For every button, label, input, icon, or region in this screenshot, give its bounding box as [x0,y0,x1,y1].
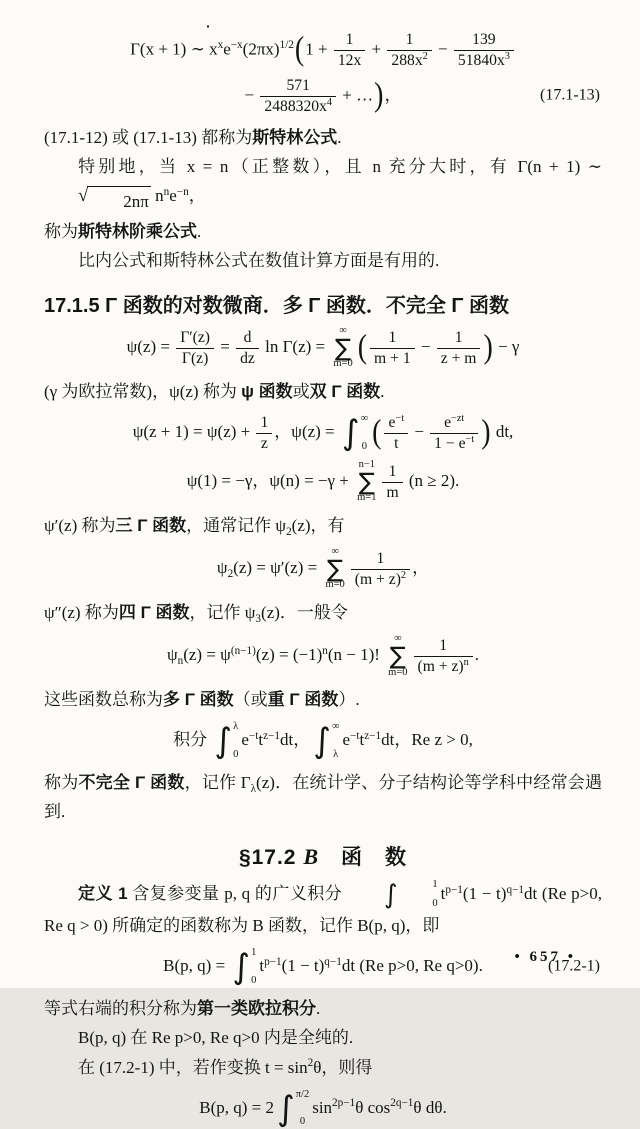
paragraph: 在 (17.2-1) 中，若作变换 $t = \sin^2\theta$，则得 [78,1057,373,1077]
paragraph: ψ″(z) 称为四 Γ 函数，记作 $\psi_3(z)$．一般令 [44,602,348,625]
integral-upper-limit: 1 [251,947,257,959]
paragraph: 比内公式和斯特林公式在数值计算方面是有用的. [78,250,440,270]
integral-lower-limit: 0 [251,974,257,986]
superscript: 2q−1 [390,1097,414,1110]
fraction-numerator: 1 [256,414,272,434]
superscript: p−1 [445,883,463,896]
bold-term: 定义 1 [78,883,128,903]
display-formula [44,460,602,504]
fraction-denominator: $(m + z)^n$ [417,656,469,675]
superscript: z−1 [364,729,382,742]
superscript: 1/2 [279,39,294,52]
formula-body: B(p, q) = ∫ 1 0 $t^{p-1}(1 - t)^{q-1}dt$ (Re p>0, Re q>0). [163,947,483,988]
radicand: 2nπ [87,186,151,216]
summation [357,460,376,504]
fraction-denominator: $51840x^3$ [457,51,510,69]
superscript: q−1 [324,955,342,968]
subscript: λ [250,783,257,796]
superscript: −t [395,412,405,424]
integral [277,1089,309,1129]
integral-upper-limit: π/2 [295,1088,310,1100]
bold-term: 四 Γ 函数 [118,602,190,622]
math-fraction [370,329,415,368]
paragraph: (17.1-12) 或 (17.1-13) 都称为斯特林公式. [44,127,342,147]
sigma-symbol: ∑ [327,554,344,583]
fraction-denominator: Γ(z) [181,349,209,367]
summation [333,326,352,370]
display-formula [44,31,602,70]
paragraph: 称为不完全 Γ 函数，记作 $\Gamma_\lambda(z)$．在统计学、分子结构论等学科中经常会遇到. [44,773,603,822]
fraction-denominator: $(m + z)^2$ [354,569,407,588]
sum-lower-limit: m=1 [357,492,377,504]
math-fraction [454,31,514,70]
math-fraction [260,77,336,116]
math-fraction [437,329,481,368]
superscript: 2 [422,51,428,63]
paragraph: 称为斯特林阶乘公式. [44,221,202,241]
integral-sign: ∫ [313,721,331,762]
formula-body: 积分 ∫ λ 0 $e^{-t}t^{z-1}dt$， ∫ ∞ λ $e^{-t}t^{z-1}dt$，Re z > 0, [173,721,473,762]
subscript: 2 [286,525,292,538]
sum-lower-limit: m=0 [333,358,353,370]
math-fraction [351,550,410,589]
formula-body: ψ(z + 1) = ψ(z) + $\frac{1}{z}$ ，ψ(z) = ∫ ∞ 0 ( $\frac{e^{-t}}{t}$ − $\frac{e^{-zt}}{1 - e^{-t}}$ ) dt, [132,412,514,454]
integral-limits [398,879,437,911]
math-fraction [430,414,478,453]
formula-body: $\psi_n(z) = \psi^{(n-1)}(z) = (-1)^n(n - 1)$! ∞ ∑ m=0 $\frac{1}{(m + z)^n}$ . [166,633,480,678]
superscript: 2 [400,569,407,581]
integral-upper-limit: ∞ [360,413,369,425]
integral-sign: ∫ [383,879,398,910]
subsection-heading: 17.1.5 Γ 函数的对数微商．多 Γ 函数．不完全 Γ 函数 [44,295,510,318]
subscript: n [177,654,184,667]
superscript: q−1 [506,883,524,896]
integral-upper-limit: ∞ [331,721,340,733]
paragraph: 这些函数总称为多 Γ 函数（或重 Γ 函数）. [44,690,360,709]
bold-italic-letter: B [303,843,320,869]
bold-term: 斯特林公式 [252,127,338,147]
superscript: 2 [307,1057,314,1070]
superscript: −t [465,433,475,445]
superscript: −n [176,186,189,199]
superscript: z−1 [263,729,280,742]
big-paren: ) [481,413,491,452]
bold-term: 斯特林阶乘公式 [78,221,197,241]
paragraph: 定义 1 含复参变量 p, q 的广义积分 ∫ 1 0 $t^{p-1}(1 - t)^{q-1}dt$ (Re p>0, Re q > 0) 所确定的函数称为 B 函数，记作 B(p, q)，即 [44,878,603,935]
big-paren: ) [483,328,493,366]
integral-sign: ∫ [341,413,360,454]
bold-term: 重 Γ 函数 [267,690,339,709]
math-fraction [382,463,402,502]
formula-body: B(p, q) = 2 ∫ π/2 0 $\sin^{2p-1}\theta$ $\cos^{2q-1}\theta$ dθ. [199,1088,447,1129]
integral-limits [332,721,340,761]
superscript: n [322,644,328,657]
display-formula [44,326,602,370]
integral [342,413,368,453]
fraction-denominator: z + m [440,349,477,367]
equation-tag: (17.2-1) [548,957,600,975]
integral-lower-limit: λ [333,748,339,760]
integral [313,721,339,761]
fraction-numerator: 1 [387,31,431,51]
big-paren: ( [372,413,382,452]
fraction-denominator: dz [240,349,255,367]
fraction-denominator: m [386,483,399,501]
big-paren: ) [374,77,384,115]
fraction-numerator: 1 [414,637,473,657]
fraction-numerator: 1 [437,329,481,349]
integral-limits [361,413,369,453]
integral-lower-limit: 0 [432,898,438,910]
big-paren: ( [294,31,305,69]
paragraph: 等式右端的积分称为第一类欧拉积分. [44,999,321,1019]
display-formula [44,721,602,761]
formula-body: $\psi_2(z) = \psi'(z)$ = ∞ ∑ m=0 $\frac{1}{(m + z)^2}$ ， [216,546,430,591]
superscript: −t [248,729,259,742]
math-fraction [176,329,214,368]
fraction-numerator: 1 [334,31,365,51]
sum-lower-limit: m=0 [388,666,408,678]
fraction-denominator: t [394,434,399,452]
subscript: 3 [255,612,262,625]
summation [388,634,407,678]
superscript: p−1 [264,955,282,968]
display-formula [44,1089,602,1129]
fraction-numerator: $e^{-zt}$ [430,414,478,434]
sum-upper-limit: ∞ [331,546,339,558]
fraction-numerator: d [236,329,259,349]
sum-upper-limit: ∞ [339,325,347,337]
paragraph: ψ′(z) 称为三 Γ 函数，通常记作 $\psi_2(z)$，有 [44,515,345,538]
math-fraction [414,637,473,676]
fraction-denominator: z [260,434,268,452]
integral-limits [296,1089,309,1129]
math-fraction [256,414,272,453]
fraction-numerator: 1 [382,463,402,483]
fraction-numerator: Γ′(z) [176,329,214,349]
scan-speck [207,25,209,28]
bold-term: 双 Γ 函数 [309,381,381,401]
integral [232,947,256,987]
section-heading: §17.2 B 函 数 [238,843,408,869]
integral-sign: ∫ [214,721,233,762]
bold-term: 第一类欧拉积分 [197,999,316,1019]
integral-limits [251,947,256,987]
superscript: 4 [326,97,333,109]
fraction-numerator: 1 [351,550,410,570]
display-formula [44,413,602,453]
integral-upper-limit: 1 [432,878,438,890]
subscript: 2 [227,567,234,580]
fraction-numerator: 1 [370,329,415,349]
integral [214,721,238,761]
superscript: −t [350,729,360,742]
square-root [44,186,151,216]
display-formula [44,634,602,678]
fraction-denominator: 12x [337,51,362,69]
integral-sign: ∫ [277,1088,295,1129]
fraction-numerator: $e^{-t}$ [384,414,408,434]
bold-term: 多 Γ 函数 [163,690,234,709]
sum-upper-limit: ∞ [394,633,402,645]
integral-lower-limit: 0 [299,1116,306,1128]
display-formula [44,547,602,591]
integral-upper-limit: λ [233,721,239,733]
summation [325,547,344,591]
equation-tag: (17.1-13) [540,87,600,105]
integral-lower-limit: 0 [233,748,239,760]
integral-lower-limit: 0 [361,440,367,452]
integral [350,879,438,911]
radical-sign: √ [78,185,89,207]
superscript: 2p−1 [332,1097,356,1110]
big-paren: ( [357,328,368,366]
superscript: n [163,186,170,199]
math-fraction [387,31,431,70]
sum-upper-limit: n−1 [358,459,375,471]
display-formula [44,77,602,116]
fraction-numerator: 571 [260,77,336,97]
math-fraction [334,31,365,70]
superscript: 3 [504,51,510,63]
paragraph: (γ 为欧拉常数)，ψ(z) 称为 ψ 函数或双 Γ 函数. [44,381,385,401]
integral-sign: ∫ [232,947,251,988]
sigma-symbol: ∑ [389,641,406,670]
formula-body: ψ(z) = $\frac{\Gamma'(z)}{\Gamma(z)}$ = $\frac{d}{dz}$ ln Γ(z) = ∞ ∑ m=0 ( $\frac{1}{m + 1}$ − $\frac{1}{z + m}$ ) − γ [126,325,520,370]
superscript: −zt [451,412,465,424]
fraction-denominator: $1 - e^{-t}$ [434,433,475,452]
formula-body: ψ(1) = −γ，ψ(n) = −γ + n−1 ∑ m=1 $\frac{1}{m}$ (n ≥ 2). [186,459,460,504]
fraction-denominator: $288x^2$ [391,51,428,69]
superscript: −x [230,39,243,52]
integral-limits [233,721,238,761]
formula-body: Γ(x + 1) ∼ $x^xe^{-x}(2\pi x)^{1/2}(1$ + $\frac{1}{12x}$ + $\frac{1}{288x^2}$ − $\frac{139}{51840x^3}$ [130,31,516,70]
bold-term: 三 Γ 函数 [115,515,187,535]
bold-term: 不完全 Γ 函数 [78,773,185,793]
math-fraction [236,329,259,368]
paragraph: B(p, q) 在 Re p>0, Re q>0 内是全纯的. [78,1028,354,1048]
formula-body: − $\frac{571}{2488320x^4}$ + …)， [244,76,402,115]
sigma-symbol: ∑ [334,333,352,362]
fraction-numerator: 139 [454,31,514,51]
sum-lower-limit: m=0 [325,579,345,591]
sigma-symbol: ∑ [358,467,375,496]
fraction-denominator: $2488320x^4$ [264,97,333,115]
fraction-denominator: m + 1 [374,349,411,367]
page-number: • 657 • [514,949,576,965]
math-fraction [384,414,408,453]
superscript: (n−1) [230,644,256,657]
superscript: x [217,39,224,52]
bold-term: ψ 函数 [241,381,293,401]
paragraph: 特别地，当 x = n（正整数），且 n 充分大时，有 Γ(n + 1) ∼ √ 2nπ $n^ne^{-n}$， [44,152,602,216]
superscript: n [463,656,469,668]
